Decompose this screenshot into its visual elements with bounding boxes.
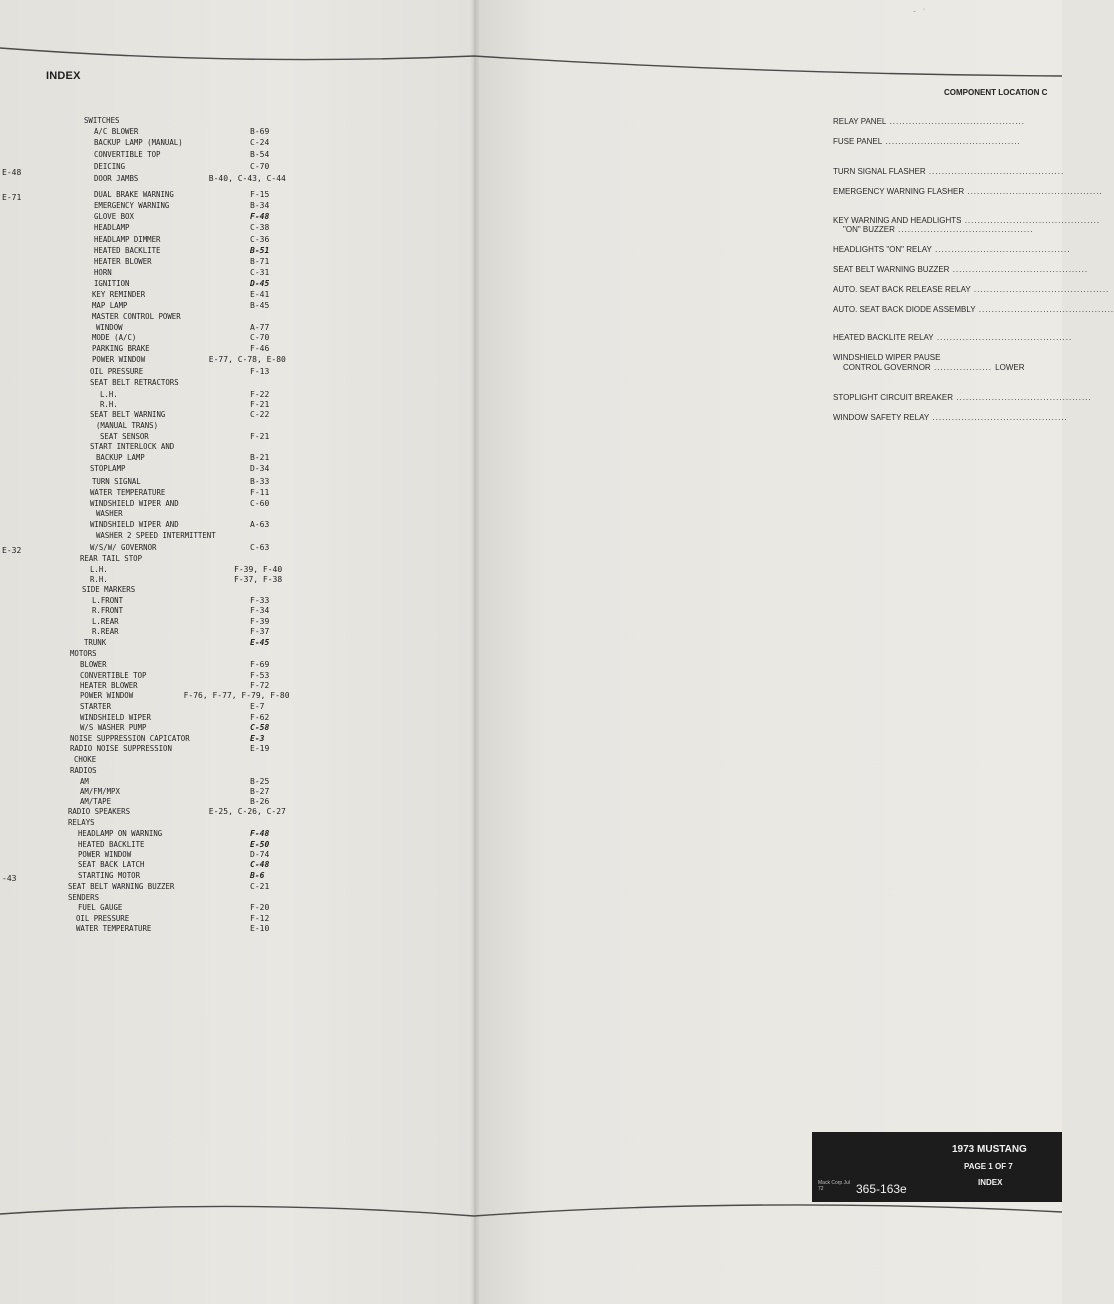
- component-location-label: STOPLIGHT CIRCUIT BREAKER: [833, 393, 954, 402]
- index-entry-ref: B-26: [250, 797, 270, 806]
- index-entry-ref: C-70: [250, 333, 270, 342]
- index-entry-ref: E-7: [250, 702, 265, 711]
- index-entry-label: SWITCHES: [84, 116, 120, 125]
- index-entry-label: POWER WINDOW: [78, 850, 132, 859]
- index-entry-ref: F-46: [250, 344, 270, 353]
- leader-dots: ..........................................: [961, 216, 1101, 225]
- index-entry-label: RADIOS: [70, 766, 97, 775]
- index-entry-label: RELAYS: [68, 818, 95, 827]
- index-entry-label: POWER WINDOW: [92, 355, 146, 364]
- index-entry-label: SEAT BELT WARNING BUZZER: [68, 882, 175, 891]
- index-entry-ref: B-45: [250, 301, 270, 310]
- index-entry-ref: C-60: [250, 499, 270, 508]
- index-entry-label: WASHER 2 SPEED INTERMITTENT: [96, 531, 216, 540]
- index-entry-label: SEAT BACK LATCH: [78, 860, 145, 869]
- component-location-label: EMERGENCY WARNING FLASHER: [833, 187, 965, 196]
- component-location-label: SEAT BELT WARNING BUZZER: [833, 265, 950, 274]
- edge-ref: E-71: [2, 193, 22, 202]
- index-entry-ref: F-62: [250, 713, 270, 722]
- index-entry-label: WASHER: [96, 509, 123, 518]
- index-entry-label: GLOVE BOX: [94, 212, 134, 221]
- component-location-label: HEADLIGHTS "ON" RELAY: [833, 245, 932, 254]
- index-entry-ref: C-70: [250, 162, 270, 171]
- index-entry-label: TRUNK: [84, 638, 107, 647]
- index-entry-label: SENDERS: [68, 893, 100, 902]
- leader-dots: ..........................................: [882, 137, 1021, 146]
- index-entry-label: L.H.: [90, 565, 108, 574]
- index-entry-label: A/C BLOWER: [94, 127, 139, 136]
- index-entry-label: HEATER BLOWER: [94, 257, 152, 266]
- index-entry-label: R.H.: [100, 400, 118, 409]
- index-entry-ref: B-40, C-43, C-44: [208, 174, 286, 183]
- index-entry-ref: B-27: [250, 787, 270, 796]
- index-entry-label: START INTERLOCK AND: [90, 442, 175, 451]
- drawing-number: 365-163e: [856, 1182, 907, 1196]
- index-entry-label: SEAT SENSOR: [100, 432, 149, 441]
- index-entry-label: SEAT BELT RETRACTORS: [90, 378, 179, 387]
- index-entry-label: DUAL BRAKE WARNING: [94, 190, 174, 199]
- index-entry-label: MAP LAMP: [92, 301, 128, 310]
- index-entry-label: KEY REMINDER: [92, 290, 146, 299]
- index-entry-ref: A-77: [250, 323, 270, 332]
- component-location-item: [833, 137, 1021, 147]
- leader-dots: ..........................................: [929, 413, 1068, 422]
- component-location-label: WINDOW SAFETY RELAY: [833, 413, 930, 422]
- index-entry-ref: F-39, F-40: [234, 565, 283, 574]
- index-entry-label: WATER TEMPERATURE: [90, 488, 166, 497]
- leader-dots: ..........................................: [886, 117, 1025, 126]
- index-entry-label: R.REAR: [92, 627, 119, 636]
- index-entry-label: REAR TAIL STOP: [80, 554, 143, 563]
- page-number: PAGE 1 OF 7: [964, 1162, 1013, 1171]
- component-location-item: [833, 117, 1025, 127]
- index-entry-ref: F-34: [250, 606, 270, 615]
- index-entry-label: TURN SIGNAL: [92, 477, 141, 486]
- index-entry-label: SIDE MARKERS: [82, 585, 136, 594]
- index-entry-ref: B-33: [250, 477, 270, 486]
- index-entry-label: IGNITION: [94, 279, 130, 288]
- index-entry-label: CONVERTIBLE TOP: [80, 671, 147, 680]
- component-location-item: [833, 245, 1070, 255]
- index-entry-ref: C-36: [250, 235, 270, 244]
- component-location-item: [833, 353, 940, 363]
- component-location-suffix: LOWER: [995, 363, 1025, 372]
- index-entry-label: HEATED BACKLITE: [78, 840, 145, 849]
- index-entry-ref: F-33: [250, 596, 270, 605]
- index-entry-label: MASTER CONTROL POWER: [92, 312, 181, 321]
- index-entry-label: HEATER BLOWER: [80, 681, 138, 690]
- index-entry-label: OIL PRESSURE: [76, 914, 130, 923]
- component-location-label: KEY WARNING AND HEADLIGHTS: [833, 216, 962, 225]
- index-entry-ref: D-74: [250, 850, 270, 859]
- index-title: INDEX: [46, 70, 81, 82]
- index-entry-ref: E-25, C-26, C-27: [208, 807, 286, 816]
- index-entry-ref: F-37, F-38: [234, 575, 283, 584]
- index-entry-label: HORN: [94, 268, 112, 277]
- index-entry-ref: B-34: [250, 201, 270, 210]
- index-entry-label: NOISE SUPPRESSION CAPICATOR: [70, 734, 190, 743]
- index-entry-label: WINDSHIELD WIPER: [80, 713, 151, 722]
- index-entry-label: R.H.: [90, 575, 108, 584]
- index-entry-ref: F-11: [250, 488, 270, 497]
- edge-ref: E-48: [2, 168, 22, 177]
- index-entry-label: AM/TAPE: [80, 797, 112, 806]
- index-entry-label: BACKUP LAMP (MANUAL): [94, 138, 183, 147]
- component-location-item: [833, 187, 1103, 197]
- component-location-item: [833, 167, 1064, 177]
- leader-dots: ..........................................: [953, 393, 1092, 402]
- index-entry-ref: C-21: [250, 882, 270, 891]
- edge-ref: E-32: [2, 546, 22, 555]
- leader-dots: ..........................................: [931, 245, 1071, 254]
- index-entry-ref: C-63: [250, 543, 270, 552]
- index-entry-label: W/S WASHER PUMP: [80, 723, 147, 732]
- index-entry-label: W/S/W/ GOVERNOR: [90, 543, 157, 552]
- index-entry-ref: E-19: [250, 744, 270, 753]
- component-location-label: "ON" BUZZER: [843, 225, 895, 234]
- index-entry-label: BACKUP LAMP: [96, 453, 145, 462]
- index-entry-ref: B-21: [250, 453, 270, 462]
- index-entry-ref: F-72: [250, 681, 270, 690]
- index-entry-label: R.FRONT: [92, 606, 124, 615]
- index-entry-label: L.H.: [100, 390, 118, 399]
- index-entry-label: CHOKE: [74, 755, 97, 764]
- component-location-item: [833, 413, 1068, 423]
- index-entry-ref: B-25: [250, 777, 270, 786]
- index-entry-label: STARTING MOTOR: [78, 871, 141, 880]
- index-entry-label: L.FRONT: [92, 596, 124, 605]
- component-location-item: [833, 333, 1072, 343]
- component-location-item: [833, 265, 1088, 275]
- component-location-item: [833, 285, 1109, 295]
- index-entry-label: AM/FM/MPX: [80, 787, 120, 796]
- index-entry-label: MOTORS: [70, 649, 97, 658]
- component-location-item: [833, 393, 1092, 403]
- index-entry-ref: B-51: [250, 246, 270, 255]
- index-entry-ref: C-22: [250, 410, 270, 419]
- leader-dots: ..........................................: [894, 225, 1034, 234]
- index-entry-ref: E-77, C-78, E-80: [208, 355, 286, 364]
- index-entry-label: POWER WINDOW: [80, 691, 134, 700]
- leader-dots: ..................: [930, 363, 996, 372]
- leader-dots: ..........................................: [933, 333, 1073, 342]
- index-entry-ref: F-22: [250, 390, 270, 399]
- index-entry-label: MODE (A/C): [92, 333, 137, 342]
- index-entry-label: SEAT BELT WARNING: [90, 410, 166, 419]
- index-entry-ref: D-45: [250, 279, 270, 288]
- index-entry-label: DEICING: [94, 162, 126, 171]
- leader-dots: ..........................................: [975, 305, 1114, 314]
- section-name: INDEX: [978, 1178, 1003, 1187]
- index-entry-ref: E-41: [250, 290, 270, 299]
- component-location-label: TURN SIGNAL FLASHER: [833, 167, 926, 176]
- component-location-label: HEATED BACKLITE RELAY: [833, 333, 934, 342]
- index-entry-ref: F-37: [250, 627, 270, 636]
- index-entry-ref: E-10: [250, 924, 270, 933]
- component-location-item: [833, 305, 1114, 315]
- index-entry-label: OIL PRESSURE: [90, 367, 144, 376]
- index-entry-label: WINDSHIELD WIPER AND: [90, 520, 179, 529]
- index-entry-ref: B-54: [250, 150, 270, 159]
- index-entry-ref: E-3: [250, 734, 265, 743]
- title-block: [812, 1132, 1062, 1202]
- index-entry-label: HEADLAMP ON WARNING: [78, 829, 163, 838]
- index-entry-label: HEADLAMP DIMMER: [94, 235, 161, 244]
- component-location-label: RELAY PANEL: [833, 117, 887, 126]
- component-location-item: [843, 225, 1033, 235]
- index-entry-ref: C-38: [250, 223, 270, 232]
- index-entry-label: DOOR JAMBS: [94, 174, 139, 183]
- index-entry-ref: F-69: [250, 660, 270, 669]
- leader-dots: ..........................................: [925, 167, 1065, 176]
- index-entry-ref: B-71: [250, 257, 270, 266]
- index-entry-ref: F-39: [250, 617, 270, 626]
- index-entry-ref: B-69: [250, 127, 270, 136]
- component-location-label: AUTO. SEAT BACK RELEASE RELAY: [833, 285, 971, 294]
- index-entry-ref: F-12: [250, 914, 270, 923]
- leader-dots: ..........................................: [949, 265, 1089, 274]
- index-entry-ref: A-63: [250, 520, 270, 529]
- leader-dots: ..........................................: [964, 187, 1103, 196]
- index-entry-label: AM: [80, 777, 89, 786]
- model-title: 1973 MUSTANG: [952, 1144, 1027, 1155]
- index-entry-label: HEADLAMP: [94, 223, 130, 232]
- edge-ref: -43: [2, 874, 17, 883]
- index-entry-label: BLOWER: [80, 660, 107, 669]
- index-entry-ref: C-48: [250, 860, 270, 869]
- index-entry-ref: F-15: [250, 190, 270, 199]
- component-location-label: AUTO. SEAT BACK DIODE ASSEMBLY: [833, 305, 976, 314]
- component-location-label: CONTROL GOVERNOR: [843, 363, 931, 372]
- component-location-item: [843, 363, 1025, 373]
- index-entry-label: EMERGENCY WARNING: [94, 201, 170, 210]
- index-entry-ref: E-50: [250, 840, 270, 849]
- index-entry-label: L.REAR: [92, 617, 119, 626]
- index-entry-label: WINDOW: [96, 323, 123, 332]
- index-entry-ref: B-6: [250, 871, 265, 880]
- component-location-label: WINDSHIELD WIPER PAUSE: [833, 353, 941, 362]
- leader-dots: ..........................................: [970, 285, 1110, 294]
- index-entry-ref: F-48: [250, 212, 270, 221]
- index-entry-label: CONVERTIBLE TOP: [94, 150, 161, 159]
- index-entry-label: WINDSHIELD WIPER AND: [90, 499, 179, 508]
- index-entry-ref: C-31: [250, 268, 270, 277]
- component-location-title: COMPONENT LOCATION C: [944, 88, 1048, 97]
- index-entry-label: RADIO SPEAKERS: [68, 807, 131, 816]
- index-entry-ref: C-24: [250, 138, 270, 147]
- component-location-label: FUSE PANEL: [833, 137, 883, 146]
- index-entry-label: HEATED BACKLITE: [94, 246, 161, 255]
- index-entry-ref: F-20: [250, 903, 270, 912]
- index-entry-ref: F-76, F-77, F-79, F-80: [183, 691, 290, 700]
- index-entry-label: FUEL GAUGE: [78, 903, 123, 912]
- index-entry-ref: F-21: [250, 400, 270, 409]
- index-entry-ref: C-58: [250, 723, 270, 732]
- index-entry-ref: D-34: [250, 464, 270, 473]
- stray-mark: ⁻ ˙: [912, 8, 927, 17]
- index-entry-label: RADIO NOISE SUPPRESSION: [70, 744, 172, 753]
- index-entry-label: PARKING BRAKE: [92, 344, 150, 353]
- index-entry-label: STARTER: [80, 702, 112, 711]
- index-entry-label: STOPLAMP: [90, 464, 126, 473]
- index-entry-ref: F-13: [250, 367, 270, 376]
- index-entry-label: (MANUAL TRANS): [96, 421, 159, 430]
- index-entry-ref: F-21: [250, 432, 270, 441]
- index-entry-ref: F-53: [250, 671, 270, 680]
- title-block-mark: Mack Corp Jul 72: [818, 1180, 850, 1192]
- index-entry-ref: F-48: [250, 829, 270, 838]
- index-entry-ref: E-45: [250, 638, 270, 647]
- index-entry-label: WATER TEMPERATURE: [76, 924, 152, 933]
